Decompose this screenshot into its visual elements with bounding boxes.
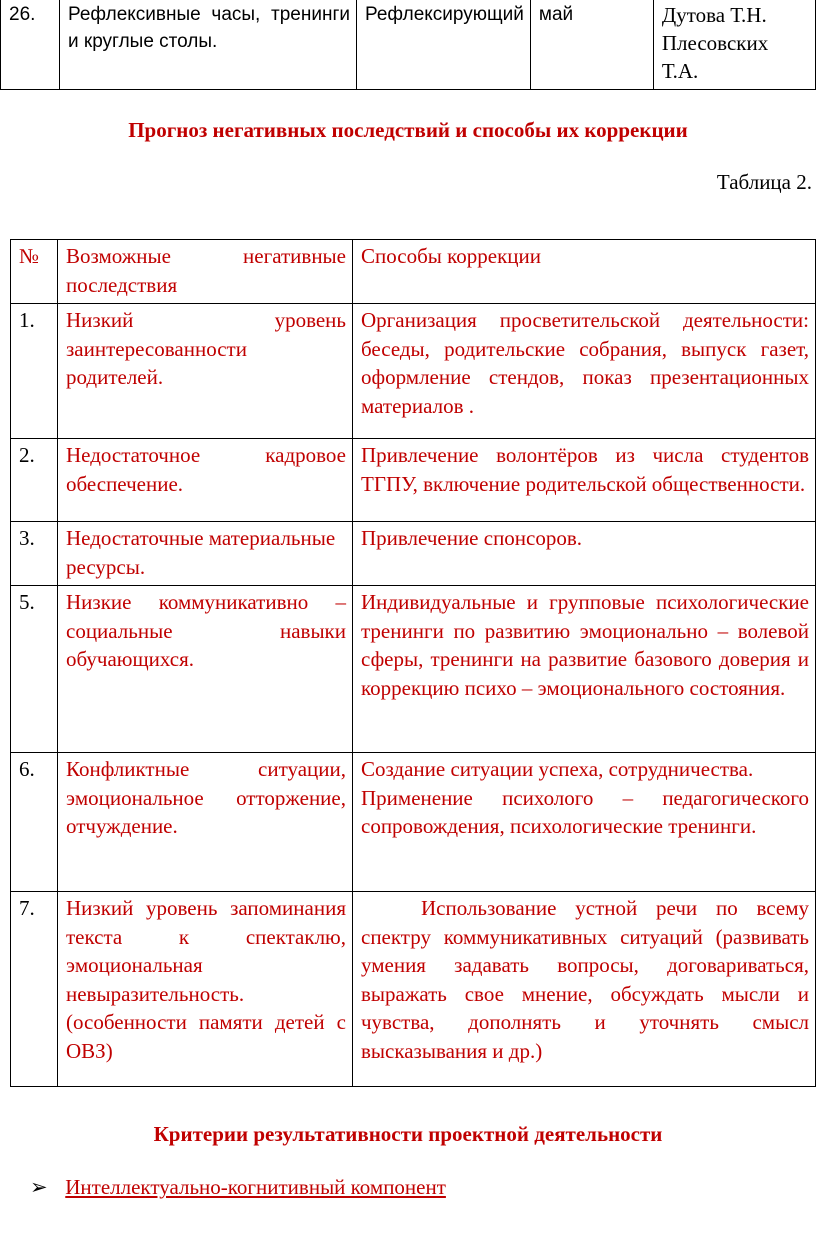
column-header-number: № xyxy=(11,240,58,304)
section-title-negative-consequences: Прогноз негативных последствий и способы их коррекции xyxy=(128,118,688,142)
consequence-cell: Низкие коммуникативно – социальные навыки обучающихся. xyxy=(58,586,353,753)
criteria-list-item xyxy=(30,1175,446,1200)
table-row xyxy=(11,892,816,1087)
consequence-cell: Конфликтные ситуации, эмоциональное отторжение, отчуждение. xyxy=(58,753,353,892)
row-number: 26. xyxy=(1,0,60,90)
row-number: 5. xyxy=(11,586,58,753)
correction-cell: Привлечение волонтёров из числа студентов ТГПУ, включение родительской общественности. xyxy=(353,439,816,522)
table-row xyxy=(11,753,816,892)
correction-cell xyxy=(353,753,816,892)
schedule-table-fragment xyxy=(0,0,816,90)
row-number: 7. xyxy=(11,892,58,1087)
correction-cell: Индивидуальные и групповые психологические тренинги по развитию эмоционально – волевой сферы, тренинги на развитие базового доверия и коррекцию психо – эмоционального состояния. xyxy=(353,586,816,753)
consequence-cell: Низкий уровень заинтересованности родителей. xyxy=(58,304,353,439)
stage-cell: Рефлексирующий xyxy=(357,0,531,90)
consequences-table xyxy=(10,239,816,1087)
correction-cell: Использование устной речи по всему спектру коммуникативных ситуаций (развивать умения задавать вопросы, договариваться, выражать свое мнение, обсуждать мысли и чувства, дополнять и уточнять смысл высказывания и др.) xyxy=(353,892,816,1087)
correction-paragraph: Создание ситуации успеха, сотрудничества. xyxy=(361,757,754,781)
table-header-row xyxy=(11,240,816,304)
column-header-corrections: Способы коррекции xyxy=(353,240,816,304)
correction-paragraph: Применение психолого – педагогического сопровождения, психологические тренинги. xyxy=(361,785,809,838)
correction-cell: Привлечение спонсоров. xyxy=(353,522,816,586)
row-number: 2. xyxy=(11,439,58,522)
table-row xyxy=(11,586,816,753)
responsible-person: Дутова Т.Н. xyxy=(661,3,767,27)
responsible-person: Плесовских Т.А. xyxy=(661,31,769,83)
month-cell: май xyxy=(530,0,653,90)
consequence-cell: Низкий уровень запоминания текста к спектаклю, эмоциональная невыразительность. (особенности памяти детей с ОВЗ) xyxy=(58,892,353,1087)
arrow-bullet-icon: ➢ xyxy=(30,1175,48,1199)
row-number: 1. xyxy=(11,304,58,439)
event-cell: Рефлексивные часы, тренинги и круглые столы. xyxy=(60,0,357,90)
table-row xyxy=(11,522,816,586)
table-row xyxy=(11,439,816,522)
table-row xyxy=(1,0,816,90)
row-number: 3. xyxy=(11,522,58,586)
table-row xyxy=(11,304,816,439)
criteria-label: Интеллектуально-когнитивный компонент xyxy=(65,1175,446,1199)
table-caption: Таблица 2. xyxy=(716,170,812,194)
row-number: 6. xyxy=(11,753,58,892)
section-title-criteria: Критерии результативности проектной деятельности xyxy=(153,1122,663,1146)
consequence-cell: Недостаточные материальные ресурсы. xyxy=(58,522,353,586)
responsible-cell xyxy=(653,0,815,90)
consequence-cell: Недостаточное кадровое обеспечение. xyxy=(58,439,353,522)
correction-cell: Организация просветительской деятельности: беседы, родительские собрания, выпуск газет, оформление стендов, показ презентационных материалов . xyxy=(353,304,816,439)
column-header-consequences: Возможные негативные последствия xyxy=(58,240,353,304)
